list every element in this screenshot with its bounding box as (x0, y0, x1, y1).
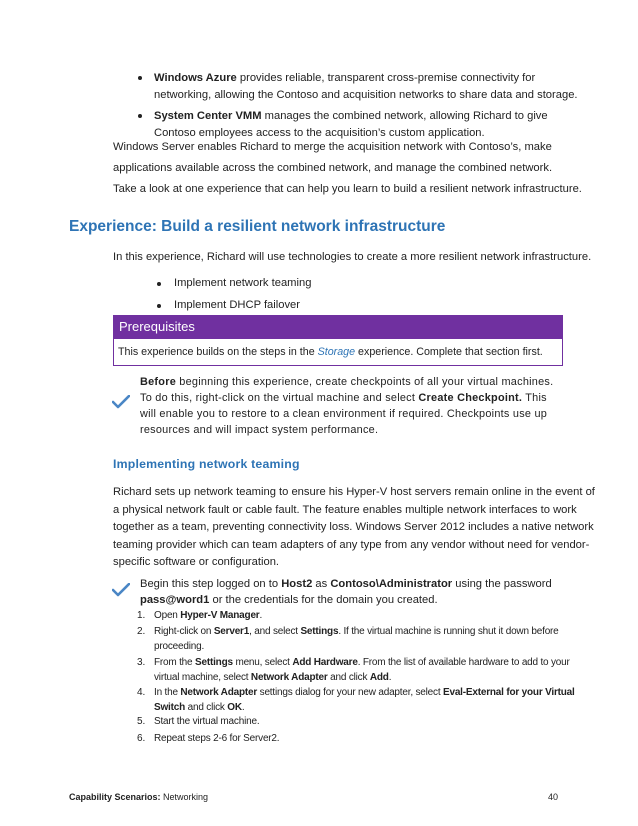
footer-bold: Capability Scenarios: (69, 792, 161, 802)
step-bold: Network Adapter (180, 687, 258, 698)
bullet-dot (138, 76, 142, 80)
step-bold: OK (227, 702, 242, 713)
bullet-dot (157, 304, 161, 308)
step-text: and click (185, 702, 228, 713)
step-bold: Network Adapter (250, 672, 328, 683)
step-text: virtual machine, select (154, 672, 251, 683)
paragraph-line: teaming provider which can team adapters of any type from any vendor without need for vendor- (113, 538, 590, 551)
step-bold: Settings (195, 657, 233, 668)
note-text: using the password (452, 578, 552, 590)
bullet-bold-term: Windows Azure (154, 72, 237, 84)
step-bold: Add (369, 672, 389, 683)
note-bold: Contoso\Administrator (330, 578, 453, 590)
paragraph-line: specific software or configuration. (113, 556, 280, 569)
paragraph-line: a physical network fault or cable fault. The feature enables multiple network interfaces to work (113, 503, 577, 516)
prerequisites-text-before: This experience builds on the steps in the (118, 346, 318, 358)
prerequisites-text-after: experience. Complete that section first. (355, 346, 543, 358)
step-4 (154, 685, 575, 715)
step-5: Start the virtual machine. (154, 716, 260, 727)
checkmark-icon (112, 395, 130, 409)
checkpoint-note (140, 374, 553, 438)
teaming-paragraph (113, 484, 595, 572)
step-text: settings dialog for your new adapter, select (257, 687, 443, 698)
footer-text: Networking (160, 792, 209, 802)
section-intro: In this experience, Richard will use technologies to create a more resilient network infrastructure. (113, 251, 592, 263)
experience-bullet-dhcp: Implement DHCP failover (174, 299, 301, 311)
step-bold: Settings (300, 626, 339, 637)
bullet-dot (157, 282, 161, 286)
footer-title (69, 792, 208, 802)
step-number: 1. (137, 610, 146, 621)
step-text: . (388, 672, 392, 683)
step-number: 2. (137, 626, 146, 637)
step-6: Repeat steps 2-6 for Server2. (154, 733, 280, 744)
prerequisites-title: Prerequisites (114, 316, 562, 339)
step-3 (154, 655, 570, 685)
step-bold: Server1 (213, 626, 250, 637)
intro-bullet-azure (154, 70, 578, 104)
paragraph-line: together as a team, preventing connectivity loss. Windows Server 2012 includes a native network (113, 521, 594, 534)
step-text: Right-click on (154, 626, 214, 637)
step-bold: Add Hardware (292, 657, 358, 668)
prerequisites-text (114, 339, 562, 365)
step-text: , and select (249, 626, 301, 637)
login-note (140, 576, 552, 608)
section-heading: Experience: Build a resilient network infrastructure (69, 218, 446, 235)
note-bold: Before (140, 376, 176, 388)
step-text: . If the virtual machine is running shut it down before (338, 626, 559, 637)
note-bold: Create Checkpoint. (418, 392, 523, 404)
note-line: resources and will impact system performance. (140, 424, 379, 436)
subheading-network-teaming: Implementing network teaming (113, 457, 300, 471)
step-text: . (241, 702, 245, 713)
note-line: This (522, 392, 547, 404)
step-1 (154, 608, 262, 623)
step-bold: Hyper-V Manager (180, 610, 260, 621)
bullet-text: manages the combined network, allowing Richard to give (261, 110, 548, 122)
step-text: and click (327, 672, 370, 683)
bullet-text-cont: Contoso employees access to the acquisition’s custom application. (154, 127, 485, 139)
prerequisites-box (113, 315, 563, 366)
note-text: or the credentials for the domain you created. (209, 594, 438, 606)
step-bold: Switch (154, 702, 186, 713)
bullet-text: provides reliable, transparent cross-premise connectivity for (236, 72, 536, 84)
step-text: In the (154, 687, 181, 698)
note-line: To do this, right-click on the virtual machine and select (140, 392, 419, 404)
paragraph-line: Richard sets up network teaming to ensure his Hyper-V host servers remain online in the event of (113, 486, 595, 498)
note-bold: pass@word1 (140, 594, 210, 606)
step-text: . (259, 610, 263, 621)
bullet-bold-term: System Center VMM (154, 110, 262, 122)
step-number: 4. (137, 687, 146, 698)
step-number: 3. (137, 657, 146, 668)
page-number: 40 (548, 792, 559, 802)
experience-bullet-teaming: Implement network teaming (174, 277, 312, 289)
note-text: Begin this step logged on to (140, 578, 282, 590)
bullet-dot (138, 114, 142, 118)
paragraph-line: applications available across the combined network, and manage the combined network. (113, 162, 553, 174)
paragraph-take-a-look: Take a look at one experience that can help you learn to build a resilient network infrastructure. (113, 183, 582, 195)
note-bold: Host2 (281, 578, 313, 590)
step-2 (154, 624, 559, 654)
paragraph-line: Windows Server enables Richard to merge the acquisition network with Contoso’s, make (113, 141, 552, 153)
step-text: Open (154, 610, 181, 621)
step-text: From the (154, 657, 195, 668)
note-text: as (312, 578, 331, 590)
step-text: . From the list of available hardware to add to your (357, 657, 570, 668)
note-line: will enable you to restore to a clean environment if required. Checkpoints use up (140, 408, 548, 420)
storage-link[interactable]: Storage (317, 346, 356, 358)
step-bold: Eval-External for your Virtual (442, 687, 575, 698)
checkmark-icon (112, 583, 130, 597)
note-line: beginning this experience, create checkpoints of all your virtual machines. (176, 376, 554, 388)
step-number: 6. (137, 733, 146, 744)
paragraph-merge (113, 137, 552, 179)
step-number: 5. (137, 716, 146, 727)
step-text: proceeding. (154, 641, 205, 652)
bullet-text-cont: networking, allowing the Contoso and acquisition networks to share data and storage. (154, 89, 578, 101)
step-text: menu, select (232, 657, 293, 668)
